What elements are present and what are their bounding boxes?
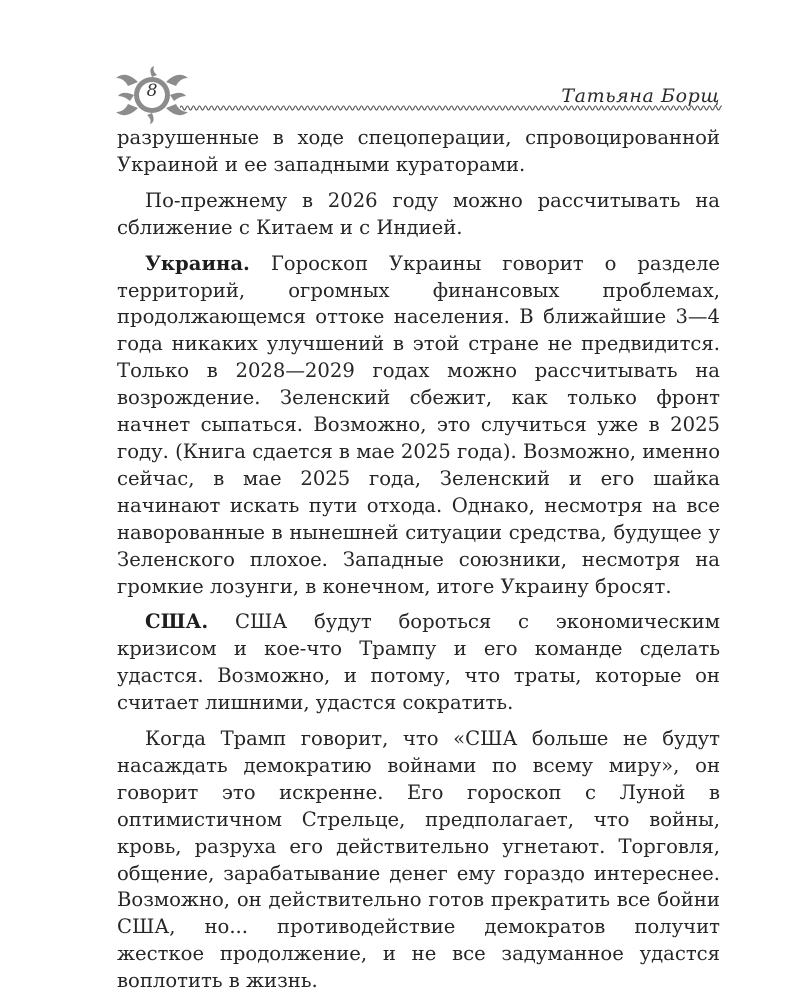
paragraph [117,125,720,179]
paragraph-text: разрушенные в ходе спецоперации, спровоцированной Украиной и ее западными кураторами. [117,126,720,176]
running-head-author: Татьяна Борщ [561,85,720,107]
section-heading: Украина. [145,251,250,275]
page-number: 8 [146,81,158,101]
body-text [117,125,720,1004]
wavy-divider [180,102,722,114]
paragraph [117,609,720,717]
paragraph [117,188,720,242]
paragraph [117,251,720,601]
paragraph-text: По-прежнему в 2026 году можно рассчитывать на сближение с Китаем и с Индией. [117,188,720,239]
section-heading: США. [145,610,209,634]
paragraph [117,726,720,995]
paragraph-text: Гороскоп Украины говорит о разделе территорий, огромных финансовых проблемах, продолжающемся оттоке населения. В ближайшие 3—4 года никаких улучшений в этой стране не предвидится. Только в 2028—2029 годах можно рассчитывать на возрождение. Зеленский сбежит, как только фронт начнет сыпаться. Возможно, это случиться уже в 2025 году. (Книга сдается в мае 2025 года). Возможно, именно сейчас, в мае 2025 года, Зеленский и его шайка начинают искать пути отхода. Однако, несмотря на все наворованные в нынешней ситуации средства, будущее у Зеленского плохое. Западные союзники, несмотря на громкие лозунги, в конечном, итоге Украину бросят. [117,251,721,598]
paragraph-text: США будут бороться с экономическим кризисом и кое-что Трампу и его команде сделать удастся. Возможно, и потому, что траты, которые он считает лишними, удастся сократить. [117,610,720,715]
paragraph-text: Когда Трамп говорит, что «США больше не будут насаждать демократию войнами по всему миру», он говорит это искренне. Его гороскоп с Луной в оптимистичном Стрельце, предполагает, что войны, кровь, разруха его действительно угнетают. Торговля, общение, зарабатывание денег ему гораздо интереснее. Возможно, он действительно готов прекратить все бойни США, но... противодействие демократов получит жесткое продолжение, и не все задуманное удастся воплотить в жизнь. [117,727,720,993]
page-header [112,66,722,126]
